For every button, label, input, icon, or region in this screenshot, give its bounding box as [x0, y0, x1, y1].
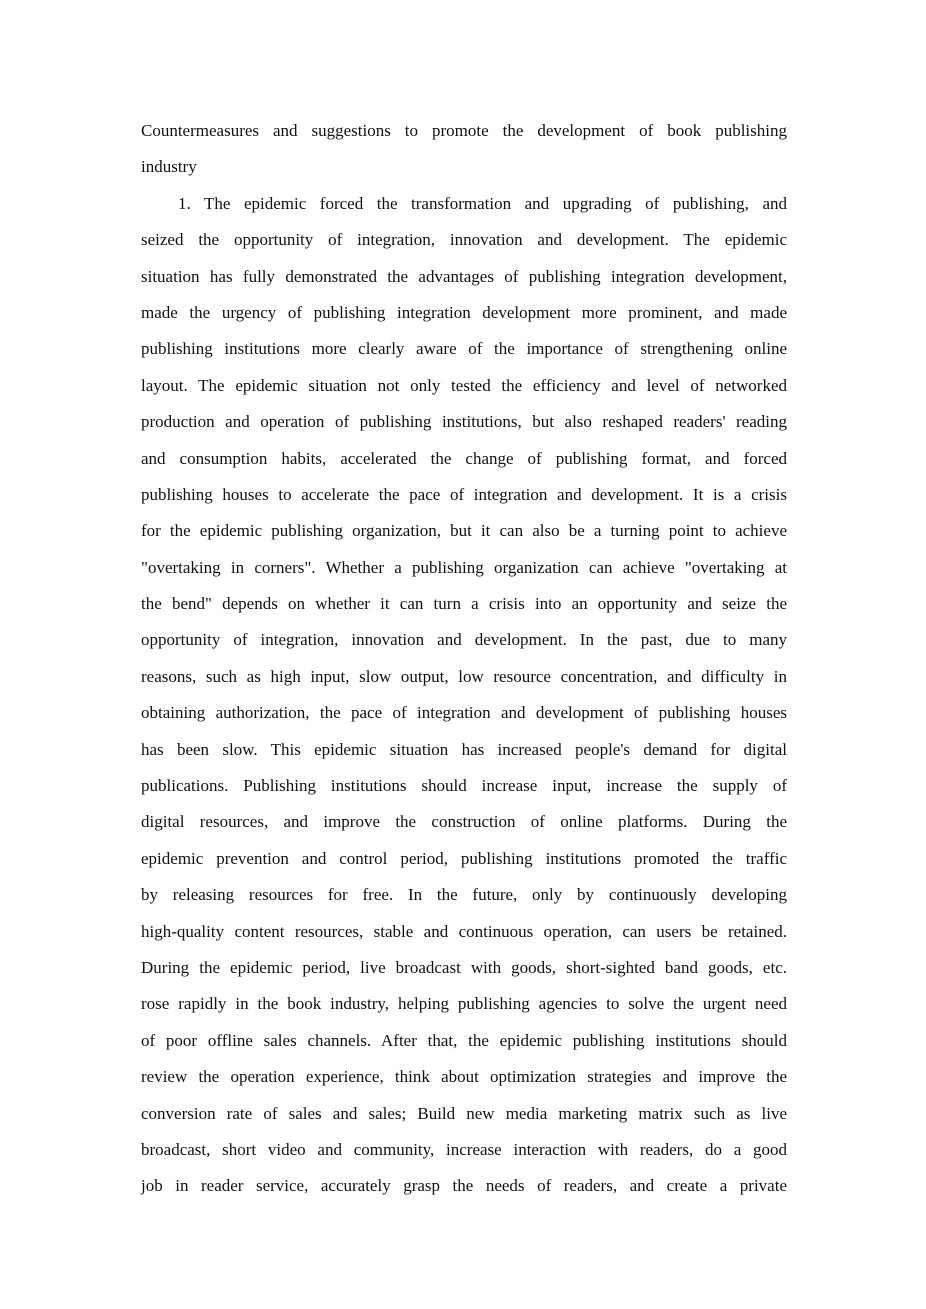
paragraph-line: high-quality content resources, stable and continuous operation, can users be retained.: [141, 921, 787, 941]
paragraph-line: seized the opportunity of integration, innovation and development. The epidemic: [141, 230, 787, 250]
paragraph-line: and consumption habits, accelerated the change of publishing format, and forced: [141, 448, 787, 468]
paragraph-line: publishing institutions more clearly aware of the importance of strengthening online: [141, 339, 787, 359]
paragraph-line: publishing houses to accelerate the pace of integration and development. It is a crisis: [141, 484, 787, 504]
paragraph-line: During the epidemic period, live broadcast with goods, short-sighted band goods, etc.: [141, 957, 787, 977]
paragraph-line: reasons, such as high input, slow output, low resource concentration, and difficulty in: [141, 666, 787, 686]
paragraph-line: digital resources, and improve the construction of online platforms. During the: [141, 812, 787, 832]
paragraph-line: of poor offline sales channels. After that, the epidemic publishing institutions should: [141, 1030, 787, 1050]
paragraph-line: conversion rate of sales and sales; Build new media marketing matrix such as live: [141, 1103, 787, 1123]
paragraph-line: for the epidemic publishing organization, but it can also be a turning point to achieve: [141, 521, 787, 541]
paragraph-line: layout. The epidemic situation not only tested the efficiency and level of networked: [141, 375, 787, 395]
heading-line: Countermeasures and suggestions to promote the development of book publishing: [141, 121, 787, 140]
paragraph-line: publications. Publishing institutions should increase input, increase the supply of: [141, 776, 787, 796]
paragraph-line: broadcast, short video and community, increase interaction with readers, do a good: [141, 1139, 787, 1159]
paragraph-line: situation has fully demonstrated the advantages of publishing integration development,: [141, 266, 787, 286]
paragraph-line: review the operation experience, think about optimization strategies and improve the: [141, 1067, 787, 1087]
paragraph-line: rose rapidly in the book industry, helping publishing agencies to solve the urgent need: [141, 994, 787, 1014]
paragraph-line: "overtaking in corners". Whether a publishing organization can achieve "overtaking at: [141, 557, 787, 577]
paragraph-line: has been slow. This epidemic situation has increased people's demand for digital: [141, 739, 787, 759]
paragraph-line: production and operation of publishing institutions, but also reshaped readers' reading: [141, 412, 787, 432]
paragraph-line: obtaining authorization, the pace of integration and development of publishing houses: [141, 703, 787, 723]
heading-line: industry: [141, 157, 197, 177]
section-heading: [141, 113, 787, 186]
paragraph-line: by releasing resources for free. In the future, only by continuously developing: [141, 885, 787, 905]
paragraph-line: 1. The epidemic forced the transformation and upgrading of publishing, and: [178, 193, 787, 213]
document-page: [141, 113, 787, 1205]
paragraph-line: opportunity of integration, innovation and development. In the past, due to many: [141, 630, 787, 650]
body-paragraph: [141, 186, 787, 1205]
paragraph-line: job in reader service, accurately grasp the needs of readers, and create a private: [141, 1176, 787, 1196]
paragraph-line: the bend" depends on whether it can turn a crisis into an opportunity and seize the: [141, 594, 787, 614]
paragraph-line: made the urgency of publishing integration development more prominent, and made: [141, 302, 787, 322]
paragraph-line: epidemic prevention and control period, publishing institutions promoted the traffic: [141, 848, 787, 868]
